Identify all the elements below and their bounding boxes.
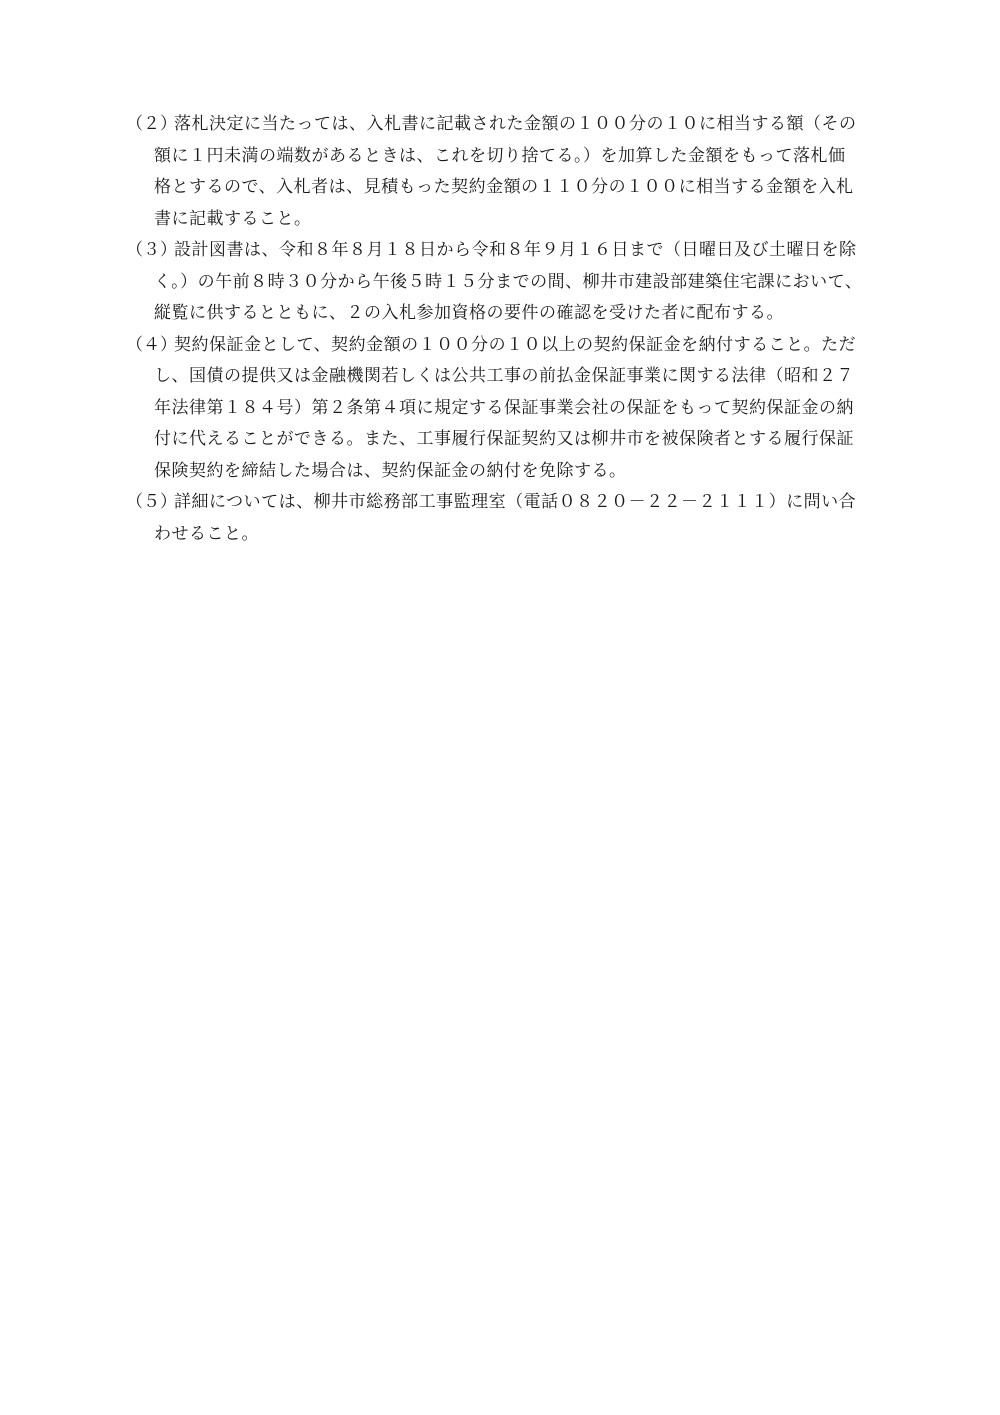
note-line: 保険契約を締結した場合は、契約保証金の納付を免除する。 (154, 460, 627, 481)
note-number: （４） (126, 334, 177, 355)
note-line: 額に１円未満の端数があるときは、これを切り捨てる。）を加算した金額をもって落札価 (154, 145, 846, 166)
note-item-2 (126, 109, 896, 235)
note-number: （３） (126, 240, 177, 260)
note-line: 書に記載すること。 (154, 208, 312, 229)
note-number: （２） (126, 114, 177, 134)
note-line: 付に代えることができる。また、工事履行保証契約又は柳井市を被保険者とする履行保証 (154, 429, 854, 449)
note-line: 契約保証金として、契約金額の１００分の１０以上の契約保証金を納付すること。ただ (174, 334, 857, 355)
notes-list (126, 109, 896, 550)
note-item-4 (126, 330, 896, 488)
note-number: （５） (126, 492, 177, 512)
note-item-3 (126, 235, 896, 330)
note-line: し、国債の提供又は金融機関若しくは公共工事の前払金保証事業に関する法律（昭和２７ (154, 366, 854, 386)
note-line: 設計図書は、令和８年８月１８日から令和８年９月１６日まで（日曜日及び土曜日を除 (174, 240, 857, 260)
note-line: く。）の午前８時３０分から午後５時１５分までの間、柳井市建設部建築住宅課において、 (154, 271, 863, 292)
note-line: 年法律第１８４号）第２条第４項に規定する保証事業会社の保証をもって契約保証金の納 (154, 397, 854, 418)
note-line: 落札決定に当たっては、入札書に記載された金額の１００分の１０に相当する額（その (174, 114, 857, 134)
note-line: わせること。 (154, 523, 259, 544)
note-line: 詳細については、柳井市総務部工事監理室（電話０８２０－２２－２１１１）に問い合 (174, 492, 857, 512)
note-line: 格とするので、入札者は、見積もった契約金額の１１０分の１００に相当する金額を入札 (154, 177, 854, 197)
note-item-5 (126, 487, 896, 550)
note-line: 縦覧に供するとともに、２の入札参加資格の要件の確認を受けた者に配布する。 (154, 303, 784, 323)
